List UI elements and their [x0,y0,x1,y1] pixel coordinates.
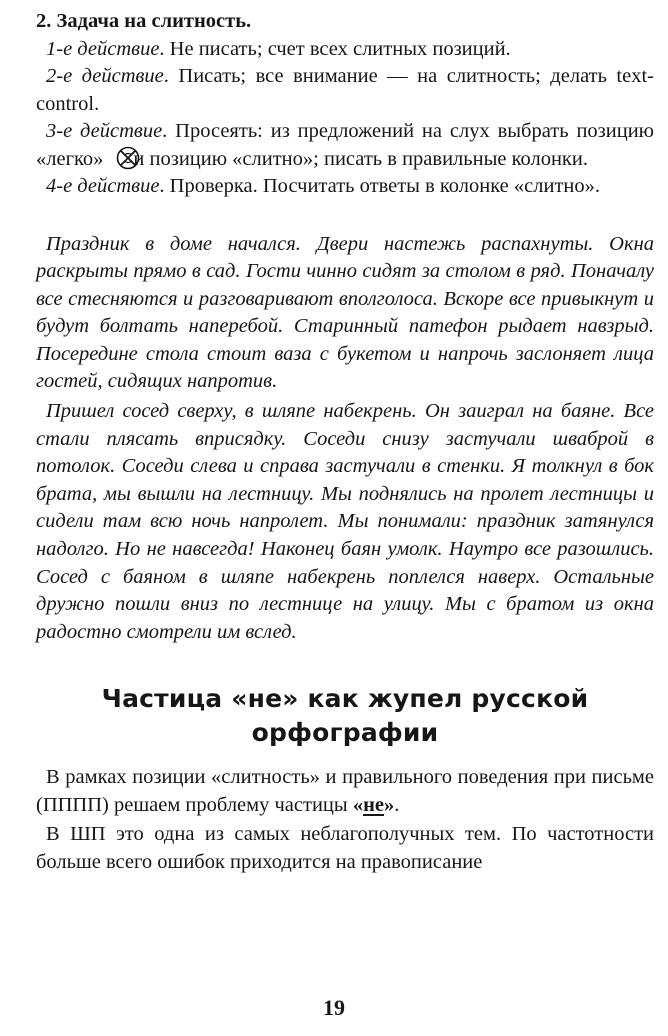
step-1-label: 1-е действие [46,37,160,60]
step-3 [36,118,654,173]
step-4 [36,173,654,201]
step-3-text-before: . Просеять: из предложений на слух выбрать позицию «легко» [36,120,654,170]
step-2-text: . Писать; все внимание — на слитность; делать text-control. [36,65,654,115]
section-title [36,682,654,750]
story-text [36,231,654,647]
page-content [36,8,654,876]
story-paragraph-2: Пришел сосед сверху, в шляпе набекрень. Он заиграл на баяне. Все стали плясать вприсядку. Соседи снизу застучали шваброй в потолок. Соседи слева и справа застучали в стенки. Я толкнул в бок брата, мы вышли на лестницу. Мы поднялись на пролет лестницы и сидели там всю ночь напролет. Мы понимали: праздник затянулся надолго. Но не навсегда! Наконец баян умолк. Наутро все разошлись. Сосед с баяном в шляпе набекрень поплелся наверх. Остальные дружно пошли вниз по лестнице на улицу. Мы с братом из окна радостно смотрели им вслед. [36,400,654,643]
step-2-label: 2-е действие [46,65,164,87]
section-title-line-2: орфографии [251,718,439,748]
section-paragraph-2: В ШП это одна из самых неблагополучных тем. По частотности больше всего ошибок приходится на правописание [36,823,654,873]
step-4-text: . Проверка. Посчитать ответы в колонке «слитно». [159,175,601,197]
page-number: 19 [323,995,345,1020]
step-3-label: 3-е действие [46,120,163,142]
step-4-label: 4-е действие [46,175,160,197]
section-paragraph-1: В рамках позиции «слитность» и правильного поведения при письме (ПППП) решаем проблему частицы «не». [36,766,654,816]
step-1 [36,36,654,64]
particle-ne-term: не [363,793,384,816]
task-heading [36,8,654,36]
section-body [36,764,654,876]
task-heading-text: 2. Задача на слитность. [36,10,252,32]
step-3-text-after: и позицию «слитно»; писать в правильные колонки. [133,147,588,170]
step-1-text: . Не писать; счет всех слитных позиций. [159,37,511,60]
step-2 [36,63,654,118]
story-paragraph-1: Праздник в доме начался. Двери настежь распахнуты. Окна раскрыты прямо в сад. Гости чинно сидят за столом в ряд. Поначалу все стесняются и разговаривают вполголоса. Вскоре все привыкнут и будут болтать наперебой. Старинный патефон рыдает навзрыд. Посередине стола стоит ваза с букетом и напрочь заслоняет лица гостей, сидящих напротив. [36,232,654,393]
crossed-out-sign-icon [106,146,130,170]
section-title-line-1: Частица «не» как жупел русской [101,684,589,714]
